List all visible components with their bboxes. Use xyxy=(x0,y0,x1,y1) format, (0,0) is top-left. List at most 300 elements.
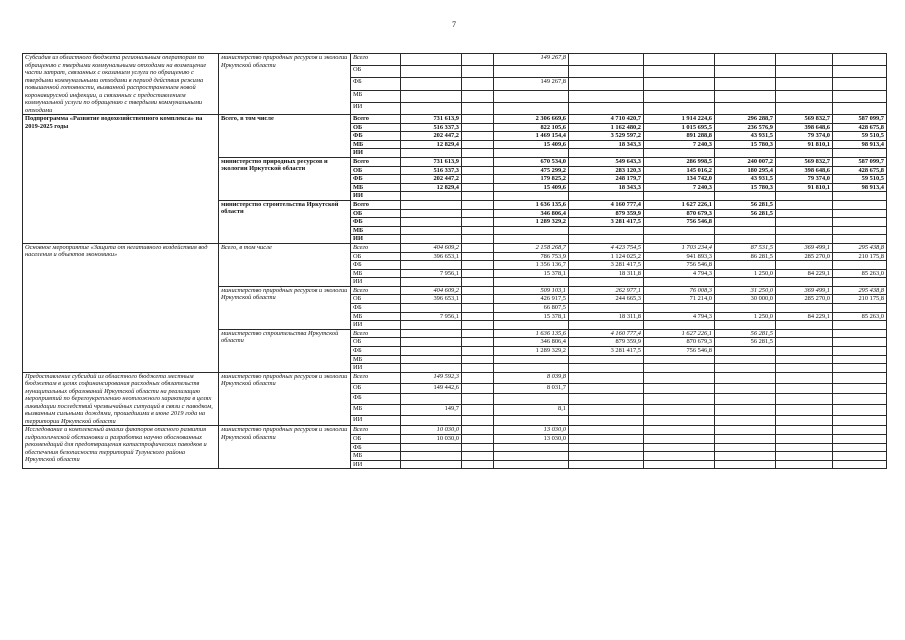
amount-cell xyxy=(776,338,833,347)
amount-cell: 7 956,1 xyxy=(401,312,462,321)
amount-cell: 1 627 226,1 xyxy=(644,200,715,209)
amount-cell xyxy=(462,329,494,338)
amount-cell xyxy=(401,149,462,158)
funding-source: ФБ xyxy=(351,443,401,452)
amount-cell: 210 175,8 xyxy=(833,295,887,304)
amount-cell: 240 007,2 xyxy=(715,157,776,166)
amount-cell xyxy=(462,54,494,66)
amount-cell: 426 917,5 xyxy=(494,295,569,304)
responsible-executor: Всего, в том числе xyxy=(219,243,351,286)
amount-cell xyxy=(715,452,776,461)
amount-cell: 1 289 329,2 xyxy=(494,347,569,356)
amount-cell: 56 281,5 xyxy=(715,209,776,218)
amount-cell xyxy=(833,90,887,102)
amount-cell: 2 158 268,7 xyxy=(494,243,569,252)
amount-cell xyxy=(462,149,494,158)
amount-cell: 31 250,0 xyxy=(715,286,776,295)
amount-cell: 98 913,4 xyxy=(833,140,887,149)
amount-cell: 10 030,0 xyxy=(401,434,462,443)
amount-cell: 891 288,8 xyxy=(644,132,715,141)
amount-cell: 244 665,3 xyxy=(569,295,644,304)
table-row xyxy=(23,115,887,124)
funding-source: ИИ xyxy=(351,192,401,201)
amount-cell: 346 806,4 xyxy=(494,338,569,347)
funding-source: Всего xyxy=(351,426,401,435)
table-row xyxy=(23,243,887,252)
amount-cell: 1 250,0 xyxy=(715,312,776,321)
amount-cell xyxy=(401,218,462,227)
amount-cell xyxy=(833,443,887,452)
amount-cell xyxy=(569,66,644,78)
amount-cell xyxy=(401,443,462,452)
amount-cell: 404 609,2 xyxy=(401,286,462,295)
amount-cell: 15 378,1 xyxy=(494,269,569,278)
amount-cell xyxy=(462,200,494,209)
amount-cell: 202 447,2 xyxy=(401,132,462,141)
amount-cell: 13 030,0 xyxy=(494,426,569,435)
amount-cell xyxy=(462,383,494,394)
amount-cell xyxy=(494,102,569,114)
amount-cell xyxy=(833,372,887,383)
amount-cell xyxy=(462,460,494,469)
funding-source: ИИ xyxy=(351,364,401,373)
amount-cell xyxy=(494,66,569,78)
amount-cell xyxy=(569,102,644,114)
amount-cell xyxy=(494,452,569,461)
amount-cell: 369 499,1 xyxy=(776,243,833,252)
amount-cell xyxy=(462,78,494,90)
amount-cell: 85 263,0 xyxy=(833,269,887,278)
amount-cell xyxy=(462,175,494,184)
amount-cell xyxy=(833,394,887,405)
amount-cell xyxy=(833,338,887,347)
amount-cell: 1 356 136,7 xyxy=(494,261,569,270)
funding-source: МБ xyxy=(351,404,401,415)
amount-cell: 84 229,1 xyxy=(776,269,833,278)
amount-cell: 66 807,5 xyxy=(494,304,569,313)
amount-cell: 1 636 135,6 xyxy=(494,329,569,338)
amount-cell: 516 337,3 xyxy=(401,166,462,175)
amount-cell: 285 270,0 xyxy=(776,295,833,304)
amount-cell xyxy=(462,166,494,175)
funding-source: Всего xyxy=(351,243,401,252)
amount-cell xyxy=(401,460,462,469)
amount-cell xyxy=(462,278,494,287)
amount-cell xyxy=(462,443,494,452)
responsible-executor: министерство природных ресурсов и экологии Иркутской области xyxy=(219,54,351,115)
amount-cell xyxy=(833,66,887,78)
amount-cell: 295 438,8 xyxy=(833,286,887,295)
amount-cell xyxy=(462,404,494,415)
amount-cell: 12 829,4 xyxy=(401,183,462,192)
amount-cell: 428 675,8 xyxy=(833,123,887,132)
amount-cell: 79 374,0 xyxy=(776,175,833,184)
amount-cell: 8 031,7 xyxy=(494,383,569,394)
amount-cell: 71 214,0 xyxy=(644,295,715,304)
amount-cell: 295 438,8 xyxy=(833,243,887,252)
amount-cell: 56 281,5 xyxy=(715,338,776,347)
amount-cell xyxy=(462,364,494,373)
amount-cell xyxy=(715,372,776,383)
amount-cell: 43 931,5 xyxy=(715,132,776,141)
amount-cell xyxy=(644,383,715,394)
amount-cell xyxy=(776,304,833,313)
amount-cell: 1 289 329,2 xyxy=(494,218,569,227)
amount-cell xyxy=(401,66,462,78)
amount-cell xyxy=(833,347,887,356)
amount-cell: 396 653,1 xyxy=(401,295,462,304)
amount-cell: 179 825,2 xyxy=(494,175,569,184)
amount-cell xyxy=(401,278,462,287)
amount-cell: 1 469 154,4 xyxy=(494,132,569,141)
amount-cell: 30 000,0 xyxy=(715,295,776,304)
amount-cell: 18 343,3 xyxy=(569,183,644,192)
amount-cell: 4 160 777,4 xyxy=(569,329,644,338)
amount-cell: 8 039,8 xyxy=(494,372,569,383)
amount-cell xyxy=(715,394,776,405)
amount-cell xyxy=(833,149,887,158)
amount-cell xyxy=(776,321,833,330)
amount-cell xyxy=(401,355,462,364)
funding-source: Всего xyxy=(351,329,401,338)
funding-source: ОБ xyxy=(351,123,401,132)
amount-cell xyxy=(833,355,887,364)
responsible-executor: Всего, в том числе xyxy=(219,115,351,158)
table-row xyxy=(23,426,887,435)
amount-cell: 941 893,3 xyxy=(644,252,715,261)
amount-cell xyxy=(462,321,494,330)
amount-cell xyxy=(644,192,715,201)
amount-cell: 1 124 025,2 xyxy=(569,252,644,261)
amount-cell xyxy=(644,443,715,452)
amount-cell xyxy=(401,209,462,218)
amount-cell xyxy=(833,226,887,235)
amount-cell xyxy=(776,347,833,356)
amount-cell xyxy=(462,434,494,443)
amount-cell xyxy=(833,218,887,227)
funding-source: МБ xyxy=(351,90,401,102)
amount-cell xyxy=(644,66,715,78)
amount-cell xyxy=(715,434,776,443)
amount-cell xyxy=(715,347,776,356)
responsible-executor: министерство природных ресурсов и экологии Иркутской области xyxy=(219,157,351,200)
amount-cell xyxy=(833,54,887,66)
amount-cell xyxy=(462,304,494,313)
amount-cell xyxy=(401,235,462,244)
amount-cell xyxy=(776,235,833,244)
funding-source: МБ xyxy=(351,452,401,461)
amount-cell: 134 742,0 xyxy=(644,175,715,184)
amount-cell xyxy=(462,157,494,166)
amount-cell: 1 250,0 xyxy=(715,269,776,278)
amount-cell xyxy=(462,355,494,364)
responsible-executor: министерство строительства Иркутской области xyxy=(219,200,351,243)
amount-cell xyxy=(494,278,569,287)
amount-cell: 262 977,1 xyxy=(569,286,644,295)
amount-cell xyxy=(776,415,833,426)
amount-cell xyxy=(776,426,833,435)
amount-cell xyxy=(833,364,887,373)
funding-source: МБ xyxy=(351,140,401,149)
measure-description: Подпрограмма «Развитие водохозяйственного комплекса» на 2019-2025 годы xyxy=(23,115,219,244)
amount-cell xyxy=(776,383,833,394)
amount-cell: 731 613,9 xyxy=(401,115,462,124)
funding-source: Всего xyxy=(351,372,401,383)
amount-cell xyxy=(569,149,644,158)
measure-description: Предоставление субсидий из областного бюджета местным бюджетам в целях софинансирования расходных обязательств муниципальных образований Иркутской области на реализацию мероприятий по берегоукреплению неотложного характера в целях ликвидации последствий чрезвычайных ситуаций в связи с паводком, вызванным сильными дождями, прошедшими в июне 2019 года на территории Иркутской области xyxy=(23,372,219,426)
amount-cell xyxy=(776,394,833,405)
amount-cell xyxy=(462,338,494,347)
amount-cell xyxy=(644,226,715,235)
amount-cell xyxy=(776,261,833,270)
amount-cell: 18 343,3 xyxy=(569,140,644,149)
amount-cell: 149 592,3 xyxy=(401,372,462,383)
amount-cell: 3 529 597,2 xyxy=(569,132,644,141)
amount-cell xyxy=(833,78,887,90)
amount-cell: 7 240,3 xyxy=(644,140,715,149)
amount-cell xyxy=(715,235,776,244)
amount-cell: 1 636 135,6 xyxy=(494,200,569,209)
amount-cell: 15 409,6 xyxy=(494,183,569,192)
funding-source: ФБ xyxy=(351,304,401,313)
amount-cell: 7 956,1 xyxy=(401,269,462,278)
amount-cell: 91 810,1 xyxy=(776,183,833,192)
amount-cell: 86 281,5 xyxy=(715,252,776,261)
amount-cell xyxy=(644,54,715,66)
amount-cell: 822 105,6 xyxy=(494,123,569,132)
amount-cell xyxy=(644,452,715,461)
amount-cell: 59 510,5 xyxy=(833,132,887,141)
amount-cell xyxy=(715,66,776,78)
amount-cell xyxy=(644,426,715,435)
amount-cell xyxy=(833,452,887,461)
amount-cell: 15 378,1 xyxy=(494,312,569,321)
amount-cell: 79 374,0 xyxy=(776,132,833,141)
amount-cell: 18 311,8 xyxy=(569,269,644,278)
amount-cell xyxy=(569,54,644,66)
amount-cell xyxy=(715,443,776,452)
amount-cell xyxy=(715,364,776,373)
amount-cell xyxy=(715,192,776,201)
amount-cell xyxy=(833,102,887,114)
amount-cell xyxy=(776,364,833,373)
funding-source: ОБ xyxy=(351,166,401,175)
amount-cell: 283 120,3 xyxy=(569,166,644,175)
amount-cell: 879 359,9 xyxy=(569,338,644,347)
amount-cell xyxy=(494,394,569,405)
amount-cell xyxy=(569,78,644,90)
funding-source: ОБ xyxy=(351,434,401,443)
amount-cell: 516 337,3 xyxy=(401,123,462,132)
amount-cell xyxy=(401,192,462,201)
amount-cell xyxy=(462,226,494,235)
amount-cell: 475 299,2 xyxy=(494,166,569,175)
amount-cell xyxy=(569,226,644,235)
funding-source: ОБ xyxy=(351,66,401,78)
amount-cell xyxy=(494,364,569,373)
amount-cell: 15 780,3 xyxy=(715,140,776,149)
amount-cell xyxy=(569,321,644,330)
amount-cell xyxy=(494,415,569,426)
amount-cell: 786 753,9 xyxy=(494,252,569,261)
amount-cell xyxy=(569,394,644,405)
amount-cell xyxy=(644,90,715,102)
amount-cell: 285 270,0 xyxy=(776,252,833,261)
amount-cell: 296 288,7 xyxy=(715,115,776,124)
funding-source: Всего xyxy=(351,115,401,124)
amount-cell: 404 609,2 xyxy=(401,243,462,252)
funding-source: ФБ xyxy=(351,132,401,141)
amount-cell: 3 281 417,5 xyxy=(569,218,644,227)
amount-cell: 569 832,7 xyxy=(776,115,833,124)
amount-cell xyxy=(462,452,494,461)
amount-cell xyxy=(462,243,494,252)
amount-cell xyxy=(569,443,644,452)
funding-source: МБ xyxy=(351,226,401,235)
funding-source: ФБ xyxy=(351,347,401,356)
amount-cell xyxy=(776,149,833,158)
amount-cell xyxy=(644,321,715,330)
amount-cell: 149 267,8 xyxy=(494,54,569,66)
amount-cell: 396 653,1 xyxy=(401,252,462,261)
amount-cell xyxy=(833,415,887,426)
amount-cell xyxy=(462,123,494,132)
amount-cell xyxy=(644,78,715,90)
amount-cell xyxy=(715,404,776,415)
amount-cell: 1 162 480,2 xyxy=(569,123,644,132)
amount-cell: 59 510,5 xyxy=(833,175,887,184)
amount-cell xyxy=(462,394,494,405)
amount-cell xyxy=(462,132,494,141)
amount-cell xyxy=(644,394,715,405)
amount-cell: 1 015 695,5 xyxy=(644,123,715,132)
amount-cell xyxy=(569,304,644,313)
amount-cell xyxy=(715,218,776,227)
amount-cell xyxy=(569,90,644,102)
table-row xyxy=(23,54,887,66)
amount-cell xyxy=(462,312,494,321)
amount-cell: 91 810,1 xyxy=(776,140,833,149)
amount-cell: 428 675,8 xyxy=(833,166,887,175)
amount-cell xyxy=(462,372,494,383)
amount-cell xyxy=(462,235,494,244)
table-row xyxy=(23,372,887,383)
amount-cell xyxy=(401,54,462,66)
amount-cell: 4 160 777,4 xyxy=(569,200,644,209)
amount-cell xyxy=(462,261,494,270)
funding-source: ФБ xyxy=(351,261,401,270)
funding-source: ИИ xyxy=(351,149,401,158)
amount-cell: 56 281,5 xyxy=(715,329,776,338)
amount-cell xyxy=(833,304,887,313)
amount-cell xyxy=(833,426,887,435)
amount-cell: 1 703 234,4 xyxy=(644,243,715,252)
amount-cell xyxy=(401,102,462,114)
responsible-executor: министерство природных ресурсов и экологии Иркутской области xyxy=(219,426,351,469)
amount-cell xyxy=(776,102,833,114)
amount-cell xyxy=(462,192,494,201)
funding-source: ОБ xyxy=(351,209,401,218)
amount-cell: 248 179,7 xyxy=(569,175,644,184)
amount-cell xyxy=(569,192,644,201)
amount-cell xyxy=(401,304,462,313)
amount-cell xyxy=(494,355,569,364)
amount-cell: 7 240,3 xyxy=(644,183,715,192)
amount-cell: 18 311,8 xyxy=(569,312,644,321)
amount-cell xyxy=(715,355,776,364)
amount-cell: 76 008,3 xyxy=(644,286,715,295)
amount-cell xyxy=(776,192,833,201)
amount-cell xyxy=(833,460,887,469)
funding-source: МБ xyxy=(351,183,401,192)
responsible-executor: министерство природных ресурсов и экологии Иркутской области xyxy=(219,372,351,426)
amount-cell xyxy=(776,209,833,218)
amount-cell xyxy=(644,415,715,426)
amount-cell: 346 806,4 xyxy=(494,209,569,218)
amount-cell xyxy=(833,261,887,270)
amount-cell xyxy=(776,452,833,461)
amount-cell xyxy=(401,452,462,461)
amount-cell: 13 030,0 xyxy=(494,434,569,443)
amount-cell: 1 914 224,6 xyxy=(644,115,715,124)
amount-cell: 84 229,1 xyxy=(776,312,833,321)
amount-cell: 3 281 417,5 xyxy=(569,261,644,270)
funding-source: ОБ xyxy=(351,295,401,304)
amount-cell xyxy=(569,434,644,443)
amount-cell xyxy=(569,278,644,287)
amount-cell xyxy=(715,54,776,66)
amount-cell xyxy=(494,192,569,201)
amount-cell: 43 931,5 xyxy=(715,175,776,184)
amount-cell xyxy=(462,183,494,192)
amount-cell xyxy=(644,434,715,443)
amount-cell: 3 281 417,5 xyxy=(569,347,644,356)
funding-source: ФБ xyxy=(351,394,401,405)
amount-cell xyxy=(644,404,715,415)
amount-cell xyxy=(833,329,887,338)
funding-source: Всего xyxy=(351,200,401,209)
page-number: 7 xyxy=(452,20,456,29)
amount-cell xyxy=(715,78,776,90)
amount-cell xyxy=(833,321,887,330)
funding-source: ОБ xyxy=(351,383,401,394)
amount-cell xyxy=(776,200,833,209)
funding-source: ОБ xyxy=(351,252,401,261)
funding-source: МБ xyxy=(351,312,401,321)
amount-cell xyxy=(401,394,462,405)
amount-cell xyxy=(494,460,569,469)
funding-source: ФБ xyxy=(351,218,401,227)
amount-cell: 98 913,4 xyxy=(833,183,887,192)
amount-cell xyxy=(401,226,462,235)
amount-cell xyxy=(644,355,715,364)
amount-cell: 587 099,7 xyxy=(833,157,887,166)
funding-table xyxy=(22,53,887,469)
amount-cell xyxy=(715,226,776,235)
amount-cell xyxy=(776,404,833,415)
amount-cell xyxy=(462,90,494,102)
amount-cell: 4 423 754,5 xyxy=(569,243,644,252)
amount-cell: 149 442,6 xyxy=(401,383,462,394)
amount-cell xyxy=(776,218,833,227)
amount-cell: 10 030,0 xyxy=(401,426,462,435)
amount-cell: 731 613,9 xyxy=(401,157,462,166)
amount-cell xyxy=(644,364,715,373)
funding-source: ФБ xyxy=(351,78,401,90)
amount-cell xyxy=(776,434,833,443)
amount-cell xyxy=(462,415,494,426)
responsible-executor: министерство строительства Иркутской области xyxy=(219,329,351,372)
